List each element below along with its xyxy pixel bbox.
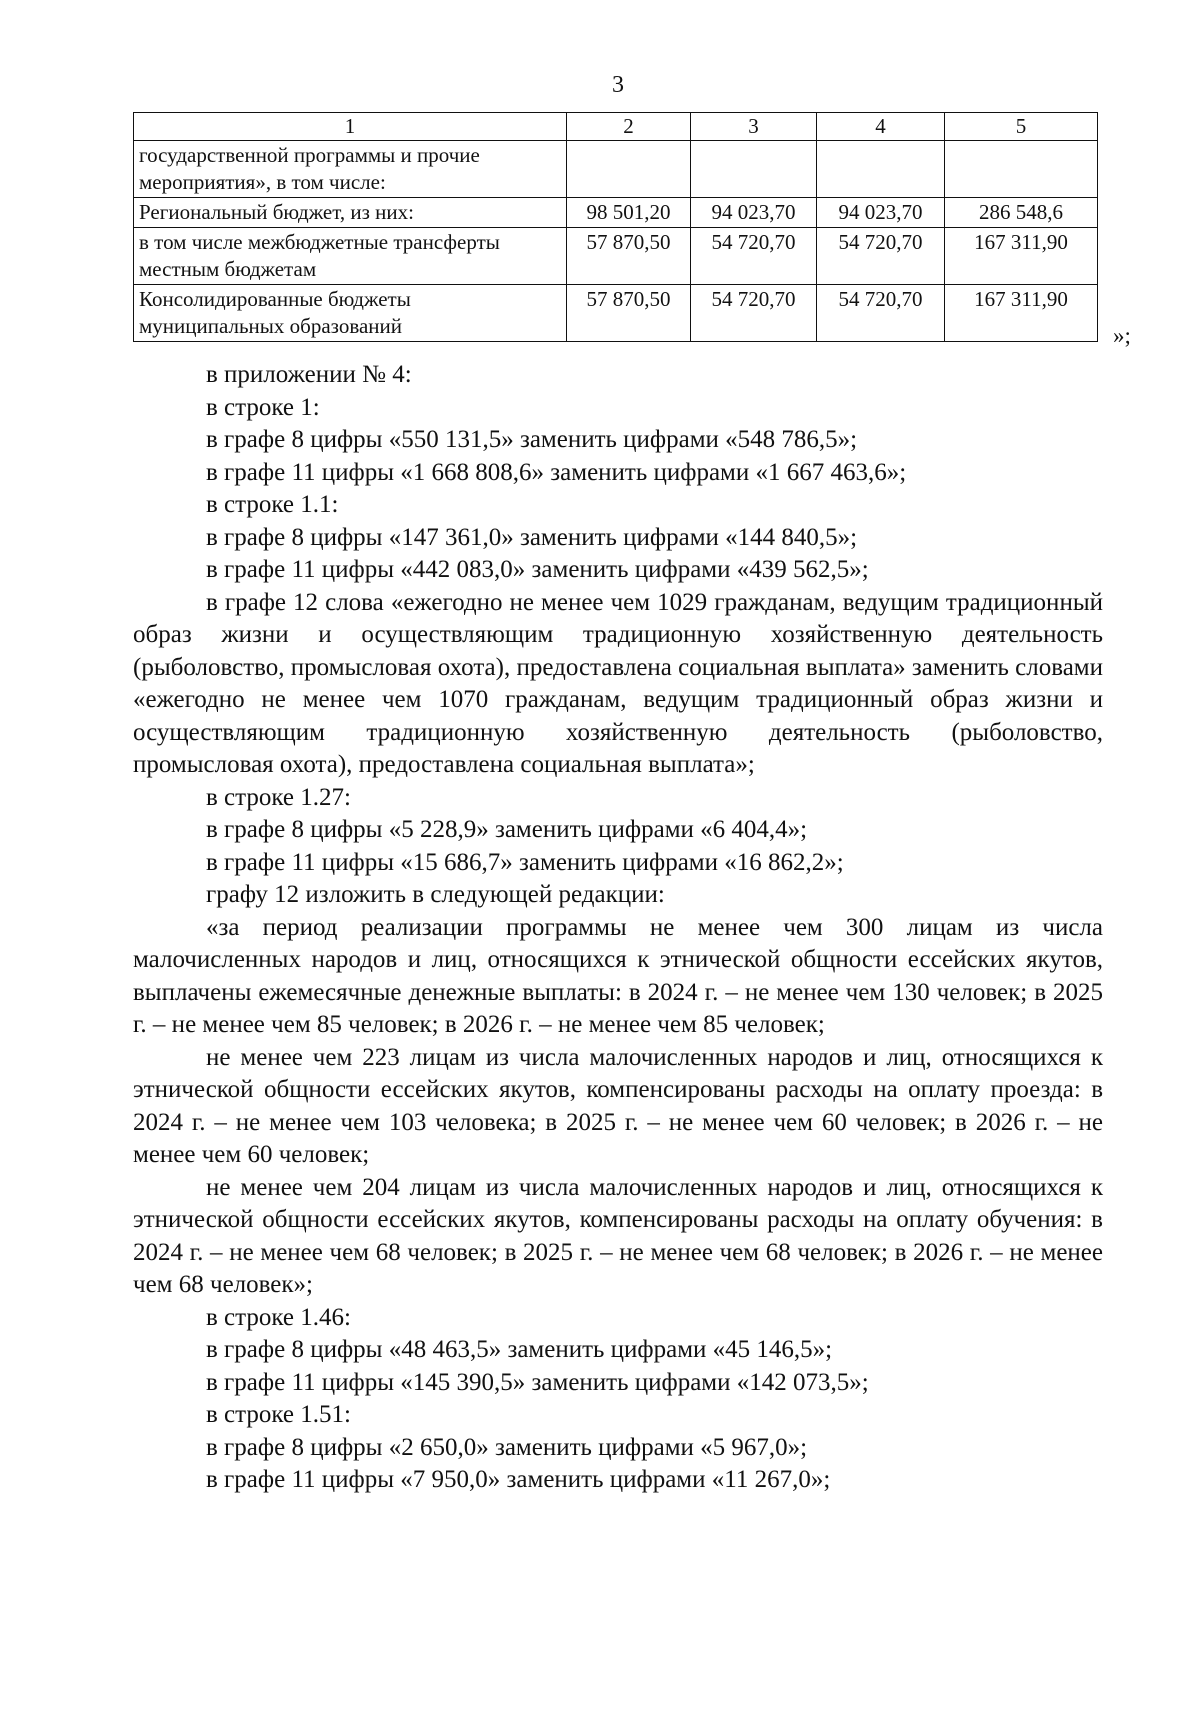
body-line: в строке 1.27: [206,783,351,811]
body-line: в строке 1.46: [206,1303,351,1331]
body-line: в строке 1.1: [206,491,339,518]
table-header-cell: 2 [567,113,691,141]
page-number: 3 [612,72,624,98]
table-header-cell: 5 [945,113,1098,141]
table-row-label: Региональный бюджет, из них: [134,198,567,228]
table-row-label: государственной программы и прочие мероприятия», в том числе: [134,141,567,198]
table-row [134,285,1098,342]
table-header-row [134,113,1098,141]
body-paragraph: не менее чем 223 лицам из числа малочисленных народов и лиц, относящихся к этнической общности ессейских якутов, компенсированы расходы на оплату проезда: в 2024 г. – не менее чем 103 человека; в 2025 г. – не менее чем 60 человек; в 2026 г. – не менее чем 60 человек; [133,1043,1103,1168]
table-cell: 57 870,50 [567,228,691,285]
table-header-cell: 3 [691,113,817,141]
table-cell: 167 311,90 [945,285,1098,342]
body-line: в графе 8 цифры «5 228,9» заменить цифрами «6 404,4»; [206,816,808,843]
body-line: в графе 11 цифры «1 668 808,6» заменить цифрами «1 667 463,6»; [206,458,907,486]
table-row [134,141,1098,198]
table-cell [817,141,945,198]
document-body [133,359,1103,1497]
body-line: в графе 11 цифры «442 083,0» заменить цифрами «439 562,5»; [206,556,869,583]
body-line: в строке 1: [206,393,320,421]
body-paragraph: «за период реализации программы не менее чем 300 лицам из числа малочисленных народов и лиц, относящихся к этнической общности ессейских якутов, выплачены ежемесячные денежные выплаты: в 2024 г. – не менее чем 130 человек; в 2025 г. – не менее чем 85 человек; в 2026 г. – не менее чем 85 человек; [133,913,1103,1038]
body-line: в графе 8 цифры «550 131,5» заменить цифрами «548 786,5»; [206,426,858,453]
body-paragraph: в графе 12 слова «ежегодно не менее чем 1029 гражданам, ведущим традиционный образ жизни и осуществляющим традиционную хозяйственную деятельность (рыболовство, промысловая охота), предоставлена социальная выплата» заменить словами «ежегодно не менее чем 1070 гражданам, ведущим традиционный образ жизни и осуществляющим традиционную хозяйственную деятельность (рыболовство, промысловая охота), предоставлена социальная выплата»; [133,588,1103,778]
table-cell: 54 720,70 [817,285,945,342]
body-line: в графе 11 цифры «145 390,5» заменить цифрами «142 073,5»; [206,1368,869,1396]
table-cell: 57 870,50 [567,285,691,342]
body-line: в графе 8 цифры «48 463,5» заменить цифрами «45 146,5»; [206,1336,833,1363]
table-cell: 54 720,70 [817,228,945,285]
body-line: графу 12 изложить в следующей редакции: [206,881,665,908]
body-line: в графе 8 цифры «2 650,0» заменить цифрами «5 967,0»; [206,1433,808,1461]
table-row-label: Консолидированные бюджеты муниципальных образований [134,285,567,342]
table-closing-mark: »; [1113,323,1131,348]
table-row-label: в том числе межбюджетные трансферты местным бюджетам [134,228,567,285]
table-cell [945,141,1098,198]
body-line: в графе 8 цифры «147 361,0» заменить цифрами «144 840,5»; [206,523,858,551]
table-cell: 54 720,70 [691,285,817,342]
table-cell: 286 548,6 [945,198,1098,228]
table-header-cell: 1 [134,113,567,141]
table-cell: 94 023,70 [691,198,817,228]
body-line: в графе 11 цифры «7 950,0» заменить цифрами «11 267,0»; [206,1466,831,1493]
table-header-cell: 4 [817,113,945,141]
body-line: в приложении № 4: [206,361,412,388]
table-cell [567,141,691,198]
body-line: в графе 11 цифры «15 686,7» заменить цифрами «16 862,2»; [206,848,844,876]
table-cell: 98 501,20 [567,198,691,228]
table-cell: 94 023,70 [817,198,945,228]
table-cell: 54 720,70 [691,228,817,285]
table-row [134,198,1098,228]
body-paragraph: не менее чем 204 лицам из числа малочисленных народов и лиц, относящихся к этнической общности ессейских якутов, компенсированы расходы на оплату обучения: в 2024 г. – не менее чем 68 человек; в 2025 г. – не менее чем 68 человек; в 2026 г. – не менее чем 68 человек»; [133,1173,1103,1298]
body-line: в строке 1.51: [206,1401,351,1428]
table-cell: 167 311,90 [945,228,1098,285]
table-row [134,228,1098,285]
budget-table [133,112,1098,342]
table-cell [691,141,817,198]
